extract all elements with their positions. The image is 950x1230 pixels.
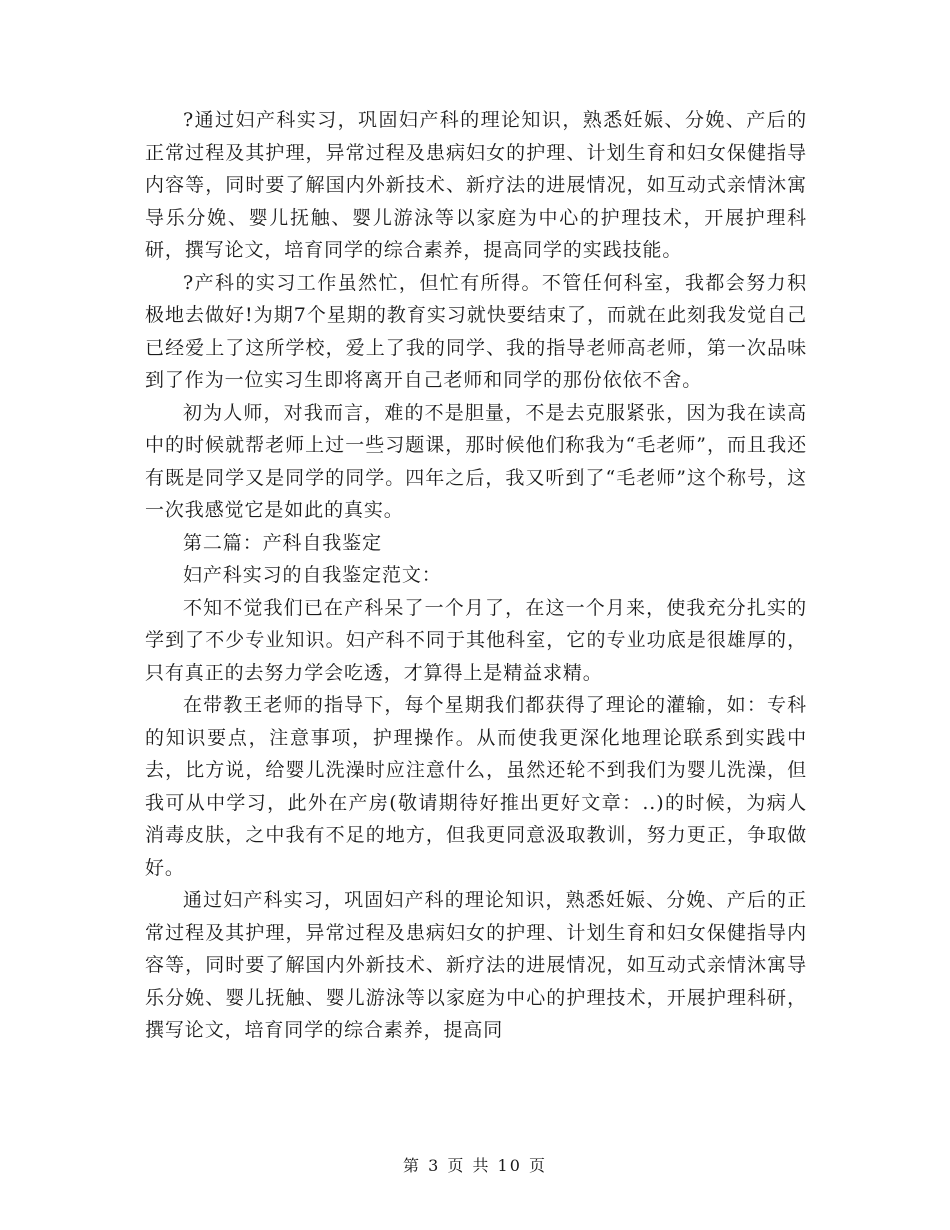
paragraph-1: ?通过妇产科实习，巩固妇产科的理论知识，熟悉妊娠、分娩、产后的正常过程及其护理，异常过程及患病妇女的护理、计划生育和妇女保健指导内容等，同时要了解国内外新技术、新疗法的进展情况，如互动式亲情沐寓导乐分娩、婴儿抚触、婴儿游泳等以家庭为中心的护理技术，开展护理科研，撰写论文，培育同学的综合素养，提高同学的实践技能。 [145, 109, 807, 261]
paragraph-8: 通过妇产科实习，巩固妇产科的理论知识，熟悉妊娠、分娩、产后的正常过程及其护理，异常过程及患病妇女的护理、计划生育和妇女保健指导内容等，同时要了解国内外新技术、新疗法的进展情况，如互动式亲情沐寓导乐分娩、婴儿抚触、婴儿游泳等以家庭为中心的护理技术，开展护理科研，撰写论文，培育同学的综合素养，提高同 [145, 889, 807, 1041]
paragraph-7: 在带教王老师的指导下，每个星期我们都获得了理论的灌输，如：专科的知识要点，注意事项，护理操作。从而使我更深化地理论联系到实践中去，比方说，给婴儿洗澡时应注意什么，虽然还轮不到我们为婴儿洗澡，但我可从中学习，此外在产房(敬请期待好推出更好文章：..)的时候，为病人消毒皮肤，之中我有不足的地方，但我更同意汲取教训，努力更正，争取做好。 [145, 694, 807, 879]
section-heading: 第二篇：产科自我鉴定 [183, 531, 383, 554]
paragraph-3: 初为人师，对我而言，难的不是胆量，不是去克服紧张，因为我在读高中的时候就帮老师上过一些习题课，那时候他们称我为“毛老师”，而且我还有既是同学又是同学的同学。四年之后，我又听到了“毛老师”这个称号，这一次我感觉它是如此的真实。 [145, 401, 807, 521]
paragraph-6: 不知不觉我们已在产科呆了一个月了，在这一个月来，使我充分扎实的学到了不少专业知识。妇产科不同于其他科室，它的专业功底是很雄厚的，只有真正的去努力学会吃透，才算得上是精益求精。 [145, 596, 807, 684]
paragraph-subtitle: 妇产科实习的自我鉴定范文： [183, 564, 442, 586]
page-number-footer: 第 3 页 共 10 页 [403, 1156, 547, 1175]
document-body [145, 104, 807, 1047]
paragraph-2: ?产科的实习工作虽然忙，但忙有所得。不管任何科室，我都会努力积极地去做好!为期7个星期的教育实习就快要结束了，而就在此刻我发觉自己已经爱上了这所学校，爱上了我的同学、我的指导老师高老师，第一次品味到了作为一位实习生即将离开自己老师和同学的那份依依不舍。 [145, 271, 807, 391]
